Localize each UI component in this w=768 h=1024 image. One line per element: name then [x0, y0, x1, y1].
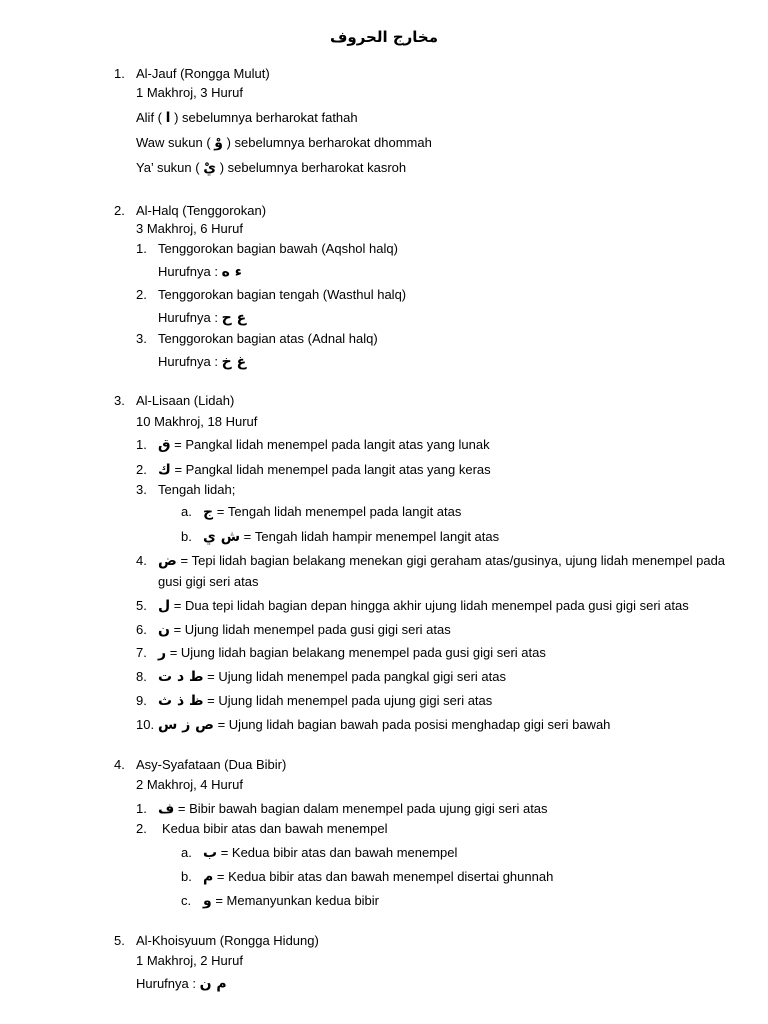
item-text: = Memanyunkan kedua bibir — [215, 893, 380, 908]
item-number: 2. — [136, 287, 147, 302]
item-number: 2. — [136, 821, 147, 836]
page-title: مخارج الحروف — [329, 28, 439, 46]
item-text: Tenggorokan bagian tengah (Wasthul halq) — [158, 287, 407, 302]
item-text: = Ujung lidah bagian bawah pada posisi menghadap gigi seri bawah — [217, 717, 611, 732]
item-letter: c. — [181, 893, 192, 908]
list-item — [203, 529, 499, 545]
arabic-letters: ش ي — [203, 529, 241, 545]
arabic-letter: ج — [203, 504, 214, 520]
section-number: 5. — [114, 933, 125, 948]
item-text: ) sebelumnya berharokat fathah — [174, 110, 358, 125]
section-count: 1 Makhroj, 2 Huruf — [136, 953, 243, 968]
arabic-letter: ن — [158, 622, 170, 638]
list-item — [158, 598, 689, 614]
arabic-letter: ل — [158, 598, 171, 614]
item-text: = Dua tepi lidah bagian depan hingga akhir ujung lidah menempel pada gusi gigi seri atas — [173, 598, 689, 613]
item-text: Kedua bibir atas dan bawah menempel — [162, 821, 388, 836]
arabic-letter: و — [203, 893, 212, 909]
item-number: 1. — [136, 801, 147, 816]
item-text: = Pangkal lidah menempel pada langit atas yang lunak — [174, 437, 490, 452]
section-count: 1 Makhroj, 3 Huruf — [136, 85, 243, 100]
item-number: 10. — [136, 717, 155, 732]
section-number: 2. — [114, 203, 125, 218]
arabic-letters: ط د ت — [158, 669, 204, 685]
item-text: = Bibir bawah bagian dalam menempel pada ujung gigi seri atas — [177, 801, 548, 816]
arabic-letter: م — [203, 869, 214, 885]
item-number: 5. — [136, 598, 147, 613]
section-number: 3. — [114, 393, 125, 408]
list-item — [203, 504, 461, 520]
list-item — [136, 110, 358, 126]
section-count: 3 Makhroj, 6 Huruf — [136, 221, 243, 236]
list-item — [158, 310, 246, 326]
item-letter: a. — [181, 504, 192, 519]
item-number: 4. — [136, 553, 147, 568]
arabic-letters: ص ز س — [158, 717, 214, 733]
section-heading: Al-Jauf (Rongga Mulut) — [136, 66, 270, 81]
item-text: Ya’ sukun ( — [136, 160, 200, 175]
arabic-letter: ا — [165, 110, 171, 126]
list-item — [158, 437, 490, 453]
item-number: 7. — [136, 645, 147, 660]
list-item — [158, 622, 451, 638]
item-number: 6. — [136, 622, 147, 637]
section-count: 10 Makhroj, 18 Huruf — [136, 414, 258, 429]
item-number: 9. — [136, 693, 147, 708]
item-text-continued: gusi gigi seri atas — [158, 574, 259, 589]
list-item — [203, 869, 553, 885]
item-number: 2. — [136, 462, 147, 477]
arabic-letter: ف — [158, 801, 175, 817]
item-text: = Ujung lidah bagian belakang menempel pada gusi gigi seri atas — [169, 645, 546, 660]
arabic-letter: ك — [158, 462, 171, 478]
item-number: 1. — [136, 241, 147, 256]
section-heading: Asy-Syafataan (Dua Bibir) — [136, 757, 287, 772]
list-item — [158, 693, 492, 709]
item-text: Waw sukun ( — [136, 135, 211, 150]
item-text: = Kedua bibir atas dan bawah menempel — [220, 845, 458, 860]
arabic-letters: ء ه — [221, 264, 242, 280]
item-text: = Tengah lidah menempel pada langit atas — [216, 504, 462, 519]
section-heading: Al-Lisaan (Lidah) — [136, 393, 235, 408]
section-heading: Al-Halq (Tenggorokan) — [136, 203, 267, 218]
item-text: = Kedua bibir atas dan bawah menempel disertai ghunnah — [216, 869, 554, 884]
list-item — [203, 893, 379, 909]
section-count: 2 Makhroj, 4 Huruf — [136, 777, 243, 792]
item-number: 3. — [136, 482, 147, 497]
item-letter: b. — [181, 869, 192, 884]
list-item — [136, 135, 432, 151]
list-item — [136, 160, 406, 176]
list-item — [158, 645, 546, 661]
item-letter: b. — [181, 529, 192, 544]
list-item — [158, 717, 610, 733]
item-text: Tengah lidah; — [158, 482, 236, 497]
section-number: 4. — [114, 757, 125, 772]
item-text: = Ujung lidah menempel pada ujung gigi seri atas — [207, 693, 493, 708]
item-text: Tenggorokan bagian bawah (Aqshol halq) — [158, 241, 398, 256]
list-item — [136, 976, 227, 992]
list-item — [158, 553, 725, 569]
item-text: = Tengah lidah hampir menempel langit atas — [243, 529, 500, 544]
arabic-letter: وْ — [214, 135, 223, 151]
list-item — [158, 354, 246, 370]
list-item — [158, 462, 491, 478]
item-text: = Ujung lidah menempel pada gusi gigi seri atas — [173, 622, 451, 637]
arabic-letters: م ن — [199, 976, 227, 992]
list-item — [158, 669, 506, 685]
arabic-letters: ع ح — [221, 310, 247, 326]
item-number: 1. — [136, 437, 147, 452]
section-number: 1. — [114, 66, 125, 81]
item-text: = Pangkal lidah menempel pada langit atas yang keras — [174, 462, 491, 477]
item-number: 3. — [136, 331, 147, 346]
list-item — [158, 801, 548, 817]
item-label: Hurufnya : — [158, 354, 218, 369]
item-text: Alif ( — [136, 110, 162, 125]
item-number: 8. — [136, 669, 147, 684]
arabic-letter: ق — [158, 437, 171, 453]
section-heading: Al-Khoisyuum (Rongga Hidung) — [136, 933, 319, 948]
item-label: Hurufnya : — [158, 310, 218, 325]
item-letter: a. — [181, 845, 192, 860]
item-text: ) sebelumnya berharokat dhommah — [226, 135, 432, 150]
item-label: Hurufnya : — [136, 976, 196, 991]
item-text: = Tepi lidah bagian belakang menekan gigi geraham atas/gusinya, ujung lidah menempel pada — [180, 553, 726, 568]
arabic-letter: ض — [158, 553, 177, 569]
item-label: Hurufnya : — [158, 264, 218, 279]
item-text: Tenggorokan bagian atas (Adnal halq) — [158, 331, 378, 346]
item-text: = Ujung lidah menempel pada pangkal gigi seri atas — [207, 669, 507, 684]
arabic-letters: غ خ — [221, 354, 247, 370]
arabic-letter: يْ — [203, 160, 217, 176]
item-text: ) sebelumnya berharokat kasroh — [219, 160, 407, 175]
arabic-letter: ر — [158, 645, 167, 661]
list-item — [158, 264, 242, 280]
arabic-letters: ظ ذ ث — [158, 693, 204, 709]
arabic-letter: ب — [203, 845, 218, 861]
list-item — [203, 845, 457, 861]
